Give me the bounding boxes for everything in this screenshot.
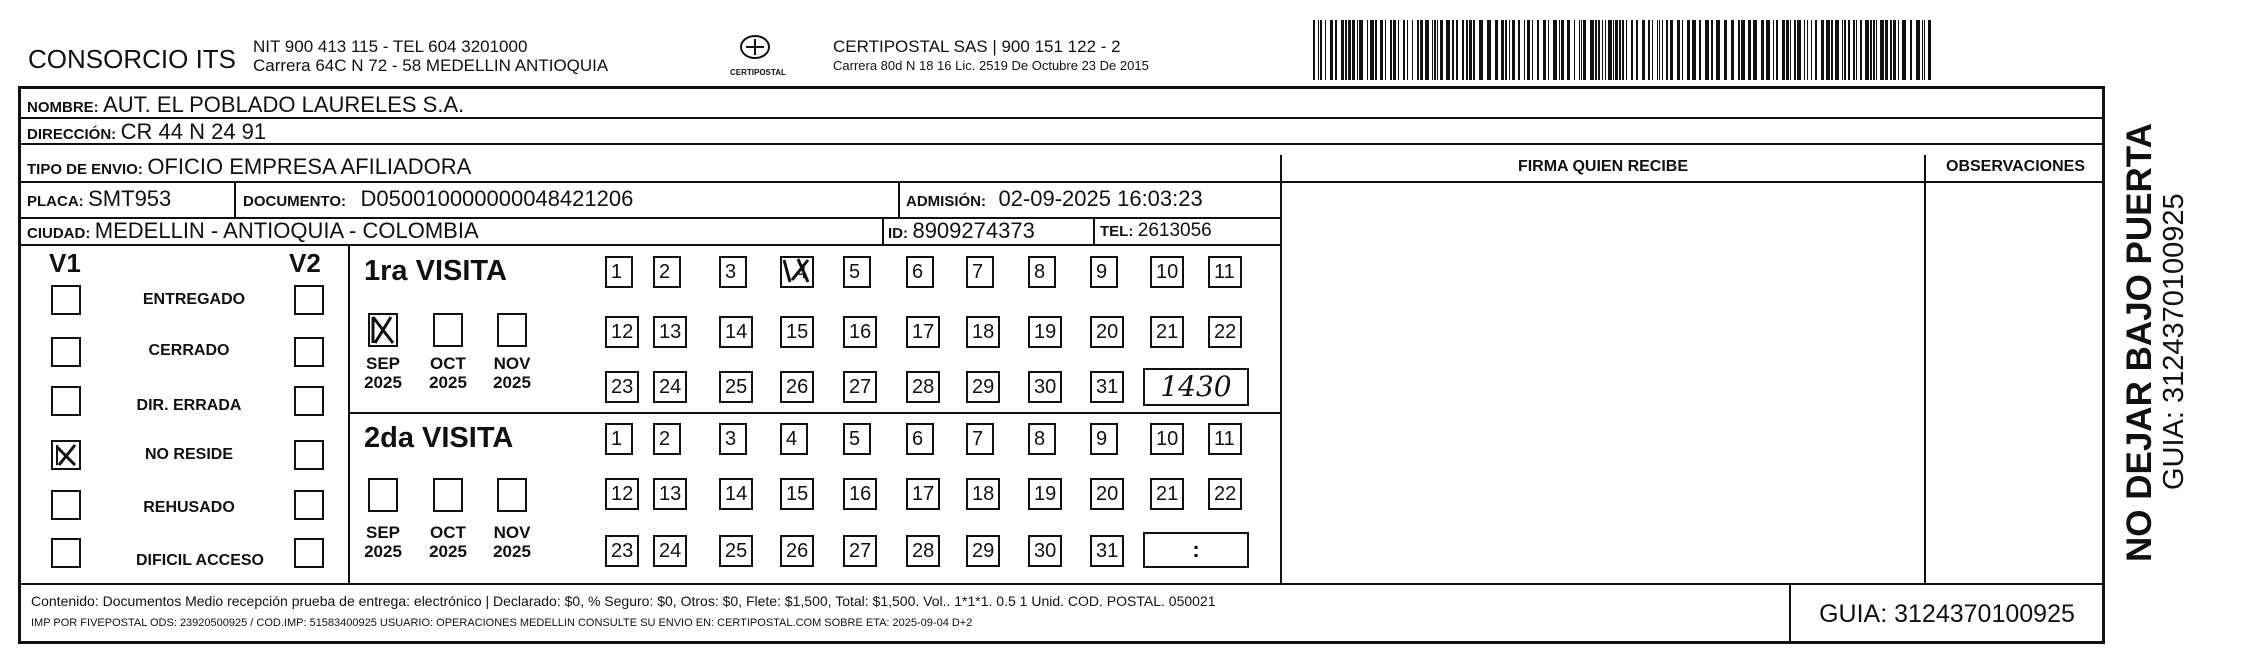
option-no-reside: NO RESIDE — [144, 446, 233, 463]
barcode-bar — [1648, 20, 1650, 80]
barcode-bar — [1512, 20, 1515, 80]
barcode-bar — [1432, 20, 1433, 80]
barcode-bar — [1844, 20, 1846, 80]
second-visit-title: 2da VISITA — [364, 422, 514, 454]
barcode-bar — [1479, 20, 1483, 80]
month-year: 2025 — [429, 542, 467, 561]
second-visit-day-12[interactable]: 12 — [605, 478, 639, 510]
barcode-bar — [1876, 20, 1877, 80]
barcode — [1313, 20, 1945, 80]
first-visit-day-26[interactable]: 26 — [780, 371, 814, 403]
documento-value: D050010000000048421206 — [360, 186, 634, 211]
barcode-bar — [1375, 20, 1377, 80]
barcode-bar — [1761, 20, 1764, 80]
first-visit-day-20[interactable]: 20 — [1090, 316, 1124, 348]
carrier-line1: CERTIPOSTAL SAS | 900 151 122 - 2 — [833, 37, 1121, 56]
first-visit-day-11[interactable]: 11 — [1208, 256, 1242, 288]
barcode-bar — [1403, 20, 1405, 80]
barcode-bar — [1782, 20, 1785, 80]
v1-checkbox-cerrado[interactable] — [51, 337, 81, 367]
placa-row — [27, 186, 171, 212]
barcode-bar — [1527, 20, 1530, 80]
second-visit-day-28[interactable]: 28 — [906, 535, 940, 567]
barcode-bar — [1320, 20, 1322, 80]
barcode-bar — [1705, 20, 1709, 80]
handwritten-x-icon — [370, 315, 396, 345]
barcode-bar — [1786, 20, 1789, 80]
barcode-bar — [1831, 20, 1833, 80]
handwritten-x-icon — [53, 442, 79, 468]
barcode-bar — [1543, 20, 1546, 80]
first-visit-day-29[interactable]: 29 — [966, 371, 1000, 403]
barcode-bar — [1385, 20, 1386, 80]
month-name: NOV — [493, 354, 531, 373]
barcode-bar — [1581, 20, 1582, 80]
barcode-bar — [1790, 20, 1791, 80]
second-visit-day-29[interactable]: 29 — [966, 535, 1000, 567]
documento-label: DOCUMENTO: — [243, 193, 347, 210]
option-cerrado: CERRADO — [148, 342, 230, 359]
tel-value: 2613056 — [1137, 220, 1212, 241]
first-visit-time: 1430 — [1160, 370, 1232, 403]
barcode-bar — [1811, 20, 1812, 80]
second-visit-day-1[interactable]: 1 — [605, 423, 633, 455]
barcode-bar — [1797, 20, 1801, 80]
v1-checkbox-rehusado[interactable] — [51, 490, 81, 520]
barcode-bar — [1518, 20, 1520, 80]
barcode-bar — [1357, 20, 1358, 80]
barcode-bar — [1657, 20, 1658, 80]
barcode-bar — [1590, 20, 1594, 80]
second-visit-time: : — [1192, 537, 1200, 562]
v2-checkbox-rehusado[interactable] — [294, 490, 324, 520]
barcode-bar — [1731, 20, 1734, 80]
barcode-bar — [1885, 20, 1888, 80]
barcode-bar — [1848, 20, 1850, 80]
v2-checkbox-entregado[interactable] — [294, 285, 324, 315]
first-visit-time-box[interactable] — [1143, 368, 1249, 406]
barcode-bar — [1865, 20, 1869, 80]
barcode-bar — [1626, 20, 1627, 80]
first-visit-day-3[interactable]: 3 — [719, 256, 747, 288]
v2-checkbox-no-reside[interactable] — [294, 440, 324, 470]
first-visit-day-2[interactable]: 2 — [653, 256, 681, 288]
second-visit-day-6[interactable]: 6 — [906, 423, 934, 455]
barcode-bar — [1412, 20, 1413, 80]
second-visit-day-17[interactable]: 17 — [906, 478, 940, 510]
barcode-bar — [1716, 20, 1720, 80]
barcode-bar — [1532, 20, 1533, 80]
month-name: OCT — [430, 523, 466, 542]
first-visit-day-21[interactable]: 21 — [1150, 316, 1184, 348]
barcode-bar — [1615, 20, 1618, 80]
barcode-bar — [1916, 20, 1920, 80]
side-guia: GUIA: 3124370100925 — [2158, 193, 2190, 490]
barcode-bar — [1553, 20, 1557, 80]
first-visit-day-19[interactable]: 19 — [1028, 316, 1062, 348]
barcode-bar — [1853, 20, 1855, 80]
barcode-bar — [1325, 20, 1326, 80]
barcode-bar — [1469, 20, 1472, 80]
barcode-bar — [1724, 20, 1727, 80]
barcode-bar — [1452, 20, 1454, 80]
barcode-bar — [1748, 20, 1751, 80]
barcode-bar — [1420, 20, 1423, 80]
option-entregado: ENTREGADO — [142, 291, 246, 308]
barcode-bar — [1670, 20, 1673, 80]
ciudad-row — [27, 218, 479, 244]
barcode-bar — [1537, 20, 1539, 80]
barcode-bar — [1711, 20, 1713, 80]
first-visit-day-18[interactable]: 18 — [966, 316, 1000, 348]
month-year: 2025 — [364, 373, 402, 392]
barcode-bar — [1437, 20, 1438, 80]
barcode-bar — [1579, 20, 1580, 80]
first-visit-day-6[interactable]: 6 — [906, 256, 934, 288]
barcode-bar — [1440, 20, 1443, 80]
firma-header: FIRMA QUIEN RECIBE — [1517, 158, 1689, 175]
barcode-bar — [1605, 20, 1606, 80]
barcode-bar — [1505, 20, 1507, 80]
first-visit-day-5[interactable]: 5 — [843, 256, 871, 288]
first-visit-month-label-nov — [487, 354, 537, 392]
v1-checkbox-dificil-acceso[interactable] — [51, 538, 81, 568]
first-visit-day-30[interactable]: 30 — [1028, 371, 1062, 403]
marked-day-label: 4 — [796, 261, 808, 283]
barcode-bar — [1318, 20, 1319, 80]
barcode-bar — [1341, 20, 1344, 80]
barcode-bar — [1898, 20, 1899, 80]
nombre-value: AUT. EL POBLADO LAURELES S.A. — [103, 92, 465, 117]
tel-row — [1100, 220, 1212, 242]
barcode-bar — [1873, 20, 1875, 80]
direccion-value: CR 44 N 24 91 — [120, 119, 267, 144]
second-visit-day-9[interactable]: 9 — [1090, 423, 1118, 455]
first-visit-day-10[interactable]: 10 — [1150, 256, 1184, 288]
barcode-bar — [1407, 20, 1408, 80]
barcode-bar — [1773, 20, 1774, 80]
second-visit-day-13[interactable]: 13 — [653, 478, 687, 510]
ciudad-label: CIUDAD: — [27, 225, 91, 242]
first-visit-day-9[interactable]: 9 — [1090, 256, 1118, 288]
second-visit-day-3[interactable]: 3 — [719, 423, 747, 455]
company-nit: NIT 900 413 115 - TEL 604 3201000 — [253, 37, 528, 56]
barcode-bar — [1659, 20, 1660, 80]
second-visit-day-22[interactable]: 22 — [1208, 478, 1242, 510]
first-visit-day-27[interactable]: 27 — [843, 371, 877, 403]
barcode-bar — [1741, 20, 1745, 80]
barcode-bar — [1313, 20, 1315, 80]
barcode-bar — [1380, 20, 1383, 80]
barcode-bar — [1807, 20, 1808, 80]
tipo-value: OFICIO EMPRESA AFILIADORA — [147, 154, 472, 179]
first-visit-day-14[interactable]: 14 — [719, 316, 753, 348]
option-rehusado: REHUSADO — [143, 499, 235, 516]
month-year: 2025 — [364, 542, 402, 561]
barcode-bar — [1561, 20, 1564, 80]
barcode-bar — [1456, 20, 1458, 80]
v2-checkbox-cerrado[interactable] — [294, 337, 324, 367]
v2-header: V2 — [289, 248, 321, 278]
barcode-bar — [1856, 20, 1857, 80]
second-visit-day-15[interactable]: 15 — [780, 478, 814, 510]
barcode-bar — [1567, 20, 1570, 80]
barcode-bar — [1692, 20, 1696, 80]
first-visit-day-24[interactable]: 24 — [653, 371, 687, 403]
barcode-bar — [1753, 20, 1757, 80]
second-visit-day-25[interactable]: 25 — [719, 535, 753, 567]
barcode-bar — [1922, 20, 1923, 80]
barcode-bar — [1815, 20, 1817, 80]
id-label: ID: — [888, 225, 908, 242]
company-address: Carrera 64C N 72 - 58 MEDELLIN ANTIOQUIA — [253, 56, 609, 75]
second-visit-day-11[interactable]: 11 — [1208, 423, 1242, 455]
barcode-bar — [1425, 20, 1429, 80]
tipo-row — [27, 154, 471, 180]
barcode-bar — [1766, 20, 1770, 80]
barcode-bar — [1487, 20, 1491, 80]
second-visit-day-21[interactable]: 21 — [1150, 478, 1184, 510]
first-visit-day-22[interactable]: 22 — [1208, 316, 1242, 348]
barcode-bar — [1842, 20, 1843, 80]
second-visit-month-label-sep — [358, 523, 408, 561]
barcode-bar — [1583, 20, 1586, 80]
barcode-bar — [1835, 20, 1839, 80]
barcode-bar — [1794, 20, 1796, 80]
v1-checkbox-no-reside[interactable] — [51, 440, 81, 470]
barcode-bar — [1462, 20, 1464, 80]
barcode-bar — [1548, 20, 1549, 80]
second-visit-month-sep[interactable] — [368, 478, 398, 512]
barcode-bar — [1466, 20, 1468, 80]
barcode-bar — [1352, 20, 1355, 80]
direccion-label: DIRECCIÓN: — [27, 126, 117, 143]
first-visit-day-28[interactable]: 28 — [906, 371, 940, 403]
second-visit-day-7[interactable]: 7 — [966, 423, 994, 455]
second-visit-day-20[interactable]: 20 — [1090, 478, 1124, 510]
barcode-bar — [1821, 20, 1824, 80]
barcode-bar — [1890, 20, 1892, 80]
barcode-bar — [1642, 20, 1645, 80]
barcode-bar — [1608, 20, 1612, 80]
first-visit-day-7[interactable]: 7 — [966, 256, 994, 288]
first-visit-month-oct[interactable] — [433, 313, 463, 347]
admision-value: 02-09-2025 16:03:23 — [998, 186, 1203, 211]
barcode-bar — [1393, 20, 1396, 80]
barcode-bar — [1662, 20, 1663, 80]
second-visit-day-30[interactable]: 30 — [1028, 535, 1062, 567]
logo-text: CERTIPOSTAL — [730, 68, 786, 77]
month-name: SEP — [365, 523, 401, 542]
first-visit-day-23[interactable]: 23 — [605, 371, 639, 403]
admision-label: ADMISIÓN: — [906, 193, 986, 210]
barcode-bar — [1348, 20, 1351, 80]
v1-checkbox-entregado[interactable] — [51, 285, 81, 315]
second-visit-month-oct[interactable] — [433, 478, 463, 512]
barcode-bar — [1870, 20, 1872, 80]
carrier-line2: Carrera 80d N 18 16 Lic. 2519 De Octubre 23 De 2015 — [833, 58, 1149, 73]
first-visit-month-nov[interactable] — [497, 313, 527, 347]
footer-content: Contenido: Documentos Medio recepción prueba de entrega: electrónico | Declarado: $0, % Seguro: $0, Otros: $0, Flete: $1,500, Total: $1,500. Vol.. 1*1*1. 0.5 1 Unid. COD. POSTAL. 050021 — [31, 593, 1216, 609]
company-name: CONSORCIO ITS — [28, 44, 237, 74]
barcode-bar — [1687, 20, 1690, 80]
second-visit-time-box[interactable] — [1143, 532, 1249, 568]
first-visit-day-25[interactable]: 25 — [719, 371, 753, 403]
barcode-bar — [1860, 20, 1862, 80]
barcode-bar — [1509, 20, 1510, 80]
barcode-bar — [1359, 20, 1363, 80]
barcode-bar — [1631, 20, 1633, 80]
v2-checkbox-dificil-acceso[interactable] — [294, 538, 324, 568]
barcode-bar — [1928, 20, 1931, 80]
barcode-bar — [1776, 20, 1778, 80]
second-visit-day-19[interactable]: 19 — [1028, 478, 1062, 510]
barcode-bar — [1622, 20, 1624, 80]
barcode-bar — [1524, 20, 1525, 80]
barcode-bar — [1595, 20, 1597, 80]
certipostal-logo — [730, 35, 786, 79]
barcode-bar — [1902, 20, 1906, 80]
second-visit-day-4[interactable]: 4 — [780, 423, 808, 455]
barcode-bar — [1574, 20, 1575, 80]
barcode-bar — [1335, 20, 1337, 80]
id-value: 8909274373 — [912, 218, 1035, 243]
tipo-label: TIPO DE ENVIO: — [27, 161, 143, 178]
barcode-bar — [1699, 20, 1701, 80]
barcode-bar — [1826, 20, 1830, 80]
first-visit-day-12[interactable]: 12 — [605, 316, 639, 348]
first-visit-day-17[interactable]: 17 — [906, 316, 940, 348]
barcode-bar — [1602, 20, 1603, 80]
first-visit-month-sep[interactable] — [368, 313, 398, 347]
second-visit-day-24[interactable]: 24 — [653, 535, 687, 567]
barcode-bar — [1330, 20, 1333, 80]
barcode-bar — [1398, 20, 1399, 80]
barcode-bar — [1559, 20, 1560, 80]
tel-label: TEL: — [1100, 223, 1134, 240]
month-name: SEP — [365, 354, 401, 373]
month-year: 2025 — [429, 373, 467, 392]
footer-guia: GUIA: 3124370100925 — [1819, 600, 2075, 628]
ciudad-value: MEDELLIN - ANTIOQUIA - COLOMBIA — [94, 218, 479, 243]
barcode-bar — [1390, 20, 1392, 80]
second-visit-day-26[interactable]: 26 — [780, 535, 814, 567]
second-visit-day-23[interactable]: 23 — [605, 535, 639, 567]
nombre-row — [27, 92, 464, 118]
barcode-bar — [1682, 20, 1683, 80]
barcode-bar — [1473, 20, 1475, 80]
barcode-bar — [1417, 20, 1419, 80]
barcode-bar — [1924, 20, 1925, 80]
second-visit-day-10[interactable]: 10 — [1150, 423, 1184, 455]
v1-header: V1 — [49, 248, 81, 278]
second-visit-day-27[interactable]: 27 — [843, 535, 877, 567]
month-year: 2025 — [493, 542, 531, 561]
option-dificil-acceso: DIFICIL ACCESO — [135, 552, 264, 569]
documento-row — [243, 186, 633, 212]
barcode-bar — [1501, 20, 1504, 80]
barcode-bar — [1666, 20, 1668, 80]
first-visit-day-15[interactable]: 15 — [780, 316, 814, 348]
id-row — [888, 218, 1035, 244]
v2-checkbox-dir-errada[interactable] — [294, 386, 324, 416]
first-visit-day-13[interactable]: 13 — [653, 316, 687, 348]
second-visit-day-8[interactable]: 8 — [1028, 423, 1056, 455]
v1-checkbox-dir-errada[interactable] — [51, 386, 81, 416]
second-visit-day-14[interactable]: 14 — [719, 478, 753, 510]
barcode-bar — [1598, 20, 1600, 80]
barcode-bar — [1370, 20, 1374, 80]
second-visit-month-label-oct — [423, 523, 473, 561]
month-name: OCT — [430, 354, 466, 373]
placa-value: SMT953 — [88, 186, 172, 211]
barcode-bar — [1434, 20, 1436, 80]
footer-print-info: IMP POR FIVEPOSTAL ODS: 23920500925 / COD.IMP: 51583400925 USUARIO: OPERACIONES MEDELLIN CONSULTE SU ENVIO EN: CERTIPOSTAL.COM SOBRE ETA: 2025-09-04 D+2 — [31, 617, 973, 629]
first-visit-month-label-oct — [423, 354, 473, 392]
month-year: 2025 — [493, 373, 531, 392]
barcode-bar — [1367, 20, 1368, 80]
barcode-bar — [1804, 20, 1805, 80]
side-warning: NO DEJAR BAJO PUERTA — [2120, 123, 2159, 562]
barcode-bar — [1619, 20, 1621, 80]
barcode-bar — [1910, 20, 1912, 80]
barcode-bar — [1636, 20, 1638, 80]
first-visit-day-16[interactable]: 16 — [843, 316, 877, 348]
second-visit-day-2[interactable]: 2 — [653, 423, 681, 455]
direccion-row — [27, 119, 266, 145]
second-visit-day-16[interactable]: 16 — [843, 478, 877, 510]
month-name: NOV — [493, 523, 531, 542]
first-visit-day-4[interactable] — [780, 256, 814, 288]
barcode-bar — [1677, 20, 1680, 80]
first-visit-day-1[interactable]: 1 — [605, 256, 633, 288]
barcode-bar — [1613, 20, 1614, 80]
second-visit-day-5[interactable]: 5 — [843, 423, 871, 455]
barcode-bar — [1446, 20, 1450, 80]
placa-label: PLACA: — [27, 193, 84, 210]
nombre-label: NOMBRE: — [27, 99, 99, 116]
second-visit-month-label-nov — [487, 523, 537, 561]
second-visit-day-31[interactable]: 31 — [1090, 535, 1124, 567]
barcode-bar — [1880, 20, 1884, 80]
first-visit-day-31[interactable]: 31 — [1090, 371, 1124, 403]
logo-emblem-icon — [738, 35, 772, 63]
barcode-bar — [1345, 20, 1347, 80]
barcode-bar — [1495, 20, 1498, 80]
option-dir-errada: DIR. ERRADA — [136, 397, 242, 414]
first-visit-title: 1ra VISITA — [364, 255, 507, 287]
admision-row — [906, 186, 1203, 212]
barcode-bar — [1652, 20, 1653, 80]
second-visit-day-18[interactable]: 18 — [966, 478, 1000, 510]
barcode-bar — [1738, 20, 1740, 80]
observaciones-header: OBSERVACIONES — [1946, 158, 2085, 175]
barcode-bar — [1893, 20, 1896, 80]
second-visit-month-nov[interactable] — [497, 478, 527, 512]
first-visit-day-8[interactable]: 8 — [1028, 256, 1056, 288]
first-visit-month-label-sep — [358, 354, 408, 392]
